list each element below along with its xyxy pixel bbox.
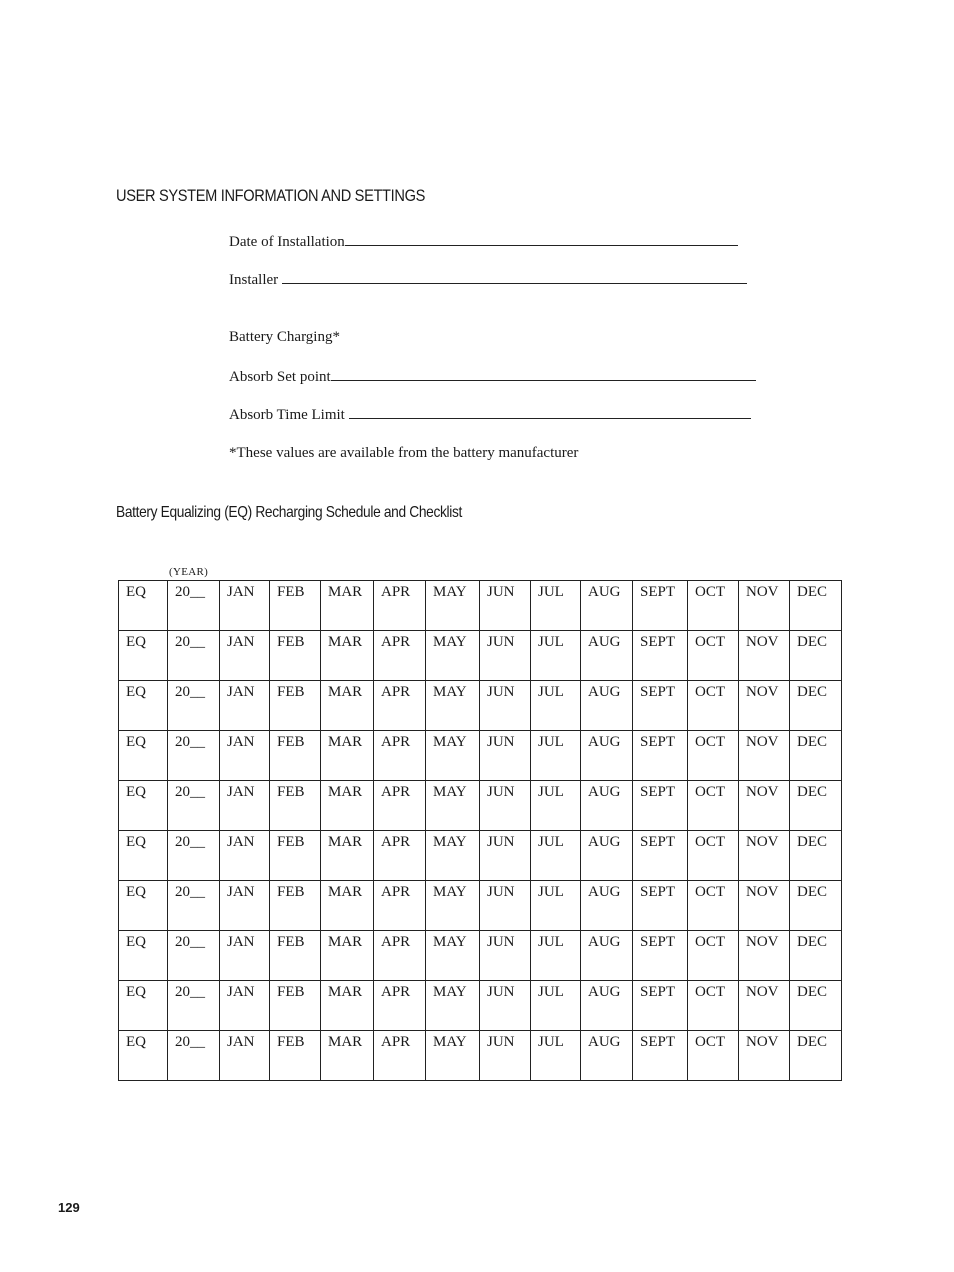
eq-label-cell: EQ (119, 631, 168, 681)
date-of-installation-field (229, 232, 738, 251)
month-cell-dec[interactable]: DEC (790, 981, 842, 1031)
month-cell-mar[interactable]: MAR (321, 631, 374, 681)
month-cell-nov[interactable]: NOV (739, 781, 790, 831)
month-cell-feb[interactable]: FEB (270, 881, 321, 931)
month-cell-feb[interactable]: FEB (270, 981, 321, 1031)
month-cell-aug[interactable]: AUG (581, 581, 633, 631)
month-cell-oct[interactable]: OCT (688, 631, 739, 681)
battery-charging-heading: Battery Charging* (229, 329, 340, 345)
month-cell-dec[interactable]: DEC (790, 881, 842, 931)
table-row (119, 681, 842, 731)
month-cell-mar[interactable]: MAR (321, 881, 374, 931)
month-cell-may[interactable]: MAY (426, 731, 480, 781)
month-cell-may[interactable]: MAY (426, 831, 480, 881)
table-row (119, 731, 842, 781)
month-cell-jul[interactable]: JUL (531, 581, 581, 631)
table-row (119, 1031, 842, 1081)
installer-label: Installer (229, 272, 279, 288)
month-cell-jun[interactable]: JUN (480, 681, 531, 731)
month-cell-sept[interactable]: SEPT (633, 881, 688, 931)
month-cell-oct[interactable]: OCT (688, 881, 739, 931)
month-cell-nov[interactable]: NOV (739, 881, 790, 931)
table-row (119, 781, 842, 831)
month-cell-nov[interactable]: NOV (739, 581, 790, 631)
table-row (119, 581, 842, 631)
month-cell-jun[interactable]: JUN (480, 781, 531, 831)
month-cell-feb[interactable]: FEB (270, 681, 321, 731)
month-cell-sept[interactable]: SEPT (633, 681, 688, 731)
absorb-set-point-field (229, 367, 756, 386)
month-cell-sept[interactable]: SEPT (633, 1031, 688, 1081)
month-cell-sept[interactable]: SEPT (633, 731, 688, 781)
date-of-installation-line[interactable] (345, 232, 738, 246)
table-row (119, 631, 842, 681)
month-cell-jul[interactable]: JUL (531, 1031, 581, 1081)
month-cell-jul[interactable]: JUL (531, 731, 581, 781)
year-label: (YEAR) (169, 566, 209, 578)
month-cell-nov[interactable]: NOV (739, 831, 790, 881)
month-cell-apr[interactable]: APR (374, 681, 426, 731)
month-cell-oct[interactable]: OCT (688, 831, 739, 881)
year-cell[interactable]: 20__ (168, 931, 220, 981)
month-cell-aug[interactable]: AUG (581, 981, 633, 1031)
month-cell-feb[interactable]: FEB (270, 581, 321, 631)
month-cell-aug[interactable]: AUG (581, 781, 633, 831)
schedule-title: Battery Equalizing (EQ) Recharging Schedule and Checklist (116, 504, 462, 521)
table-row (119, 831, 842, 881)
month-cell-jan[interactable]: JAN (220, 981, 270, 1031)
installer-field (229, 270, 747, 289)
month-cell-jul[interactable]: JUL (531, 831, 581, 881)
month-cell-jan[interactable]: JAN (220, 931, 270, 981)
month-cell-dec[interactable]: DEC (790, 931, 842, 981)
month-cell-jan[interactable]: JAN (220, 781, 270, 831)
eq-label-cell: EQ (119, 731, 168, 781)
month-cell-jun[interactable]: JUN (480, 981, 531, 1031)
month-cell-jun[interactable]: JUN (480, 731, 531, 781)
month-cell-apr[interactable]: APR (374, 931, 426, 981)
year-cell[interactable]: 20__ (168, 781, 220, 831)
month-cell-feb[interactable]: FEB (270, 931, 321, 981)
installer-line[interactable] (282, 270, 747, 284)
month-cell-nov[interactable]: NOV (739, 931, 790, 981)
month-cell-dec[interactable]: DEC (790, 631, 842, 681)
eq-label-cell: EQ (119, 831, 168, 881)
month-cell-mar[interactable]: MAR (321, 581, 374, 631)
year-cell[interactable]: 20__ (168, 981, 220, 1031)
month-cell-may[interactable]: MAY (426, 681, 480, 731)
month-cell-may[interactable]: MAY (426, 581, 480, 631)
absorb-set-point-line[interactable] (331, 367, 756, 381)
footnote: *These values are available from the battery manufacturer (229, 445, 579, 461)
month-cell-jun[interactable]: JUN (480, 881, 531, 931)
month-cell-aug[interactable]: AUG (581, 881, 633, 931)
table-row (119, 981, 842, 1031)
month-cell-aug[interactable]: AUG (581, 731, 633, 781)
month-cell-apr[interactable]: APR (374, 581, 426, 631)
eq-label-cell: EQ (119, 881, 168, 931)
month-cell-aug[interactable]: AUG (581, 631, 633, 681)
month-cell-jan[interactable]: JAN (220, 631, 270, 681)
month-cell-mar[interactable]: MAR (321, 931, 374, 981)
month-cell-apr[interactable]: APR (374, 631, 426, 681)
eq-schedule-table (118, 580, 842, 1081)
month-cell-jun[interactable]: JUN (480, 631, 531, 681)
month-cell-jun[interactable]: JUN (480, 1031, 531, 1081)
year-cell[interactable]: 20__ (168, 881, 220, 931)
eq-label-cell: EQ (119, 581, 168, 631)
month-cell-dec[interactable]: DEC (790, 581, 842, 631)
month-cell-apr[interactable]: APR (374, 781, 426, 831)
month-cell-oct[interactable]: OCT (688, 981, 739, 1031)
absorb-time-limit-field (229, 405, 751, 424)
month-cell-may[interactable]: MAY (426, 781, 480, 831)
month-cell-jun[interactable]: JUN (480, 581, 531, 631)
month-cell-sept[interactable]: SEPT (633, 981, 688, 1031)
absorb-set-point-label: Absorb Set point (229, 369, 331, 385)
month-cell-may[interactable]: MAY (426, 1031, 480, 1081)
month-cell-jan[interactable]: JAN (220, 581, 270, 631)
month-cell-feb[interactable]: FEB (270, 1031, 321, 1081)
month-cell-apr[interactable]: APR (374, 731, 426, 781)
month-cell-jul[interactable]: JUL (531, 781, 581, 831)
month-cell-dec[interactable]: DEC (790, 681, 842, 731)
month-cell-aug[interactable]: AUG (581, 831, 633, 881)
month-cell-jan[interactable]: JAN (220, 1031, 270, 1081)
eq-label-cell: EQ (119, 1031, 168, 1081)
month-cell-oct[interactable]: OCT (688, 681, 739, 731)
month-cell-oct[interactable]: OCT (688, 781, 739, 831)
month-cell-dec[interactable]: DEC (790, 731, 842, 781)
year-cell[interactable]: 20__ (168, 581, 220, 631)
month-cell-feb[interactable]: FEB (270, 631, 321, 681)
month-cell-apr[interactable]: APR (374, 831, 426, 881)
page-number: 129 (58, 1200, 80, 1215)
month-cell-nov[interactable]: NOV (739, 981, 790, 1031)
month-cell-mar[interactable]: MAR (321, 731, 374, 781)
month-cell-apr[interactable]: APR (374, 981, 426, 1031)
absorb-time-limit-line[interactable] (349, 405, 751, 419)
year-cell[interactable]: 20__ (168, 631, 220, 681)
absorb-time-limit-label: Absorb Time Limit (229, 407, 345, 423)
month-cell-aug[interactable]: AUG (581, 931, 633, 981)
month-cell-nov[interactable]: NOV (739, 631, 790, 681)
year-cell[interactable]: 20__ (168, 1031, 220, 1081)
month-cell-jul[interactable]: JUL (531, 881, 581, 931)
month-cell-apr[interactable]: APR (374, 1031, 426, 1081)
month-cell-jun[interactable]: JUN (480, 831, 531, 881)
month-cell-dec[interactable]: DEC (790, 1031, 842, 1081)
month-cell-feb[interactable]: FEB (270, 831, 321, 881)
month-cell-jul[interactable]: JUL (531, 631, 581, 681)
month-cell-mar[interactable]: MAR (321, 681, 374, 731)
month-cell-may[interactable]: MAY (426, 631, 480, 681)
month-cell-jan[interactable]: JAN (220, 681, 270, 731)
month-cell-mar[interactable]: MAR (321, 981, 374, 1031)
month-cell-mar[interactable]: MAR (321, 1031, 374, 1081)
month-cell-mar[interactable]: MAR (321, 831, 374, 881)
month-cell-aug[interactable]: AUG (581, 681, 633, 731)
month-cell-may[interactable]: MAY (426, 931, 480, 981)
month-cell-oct[interactable]: OCT (688, 581, 739, 631)
eq-label-cell: EQ (119, 681, 168, 731)
year-cell[interactable]: 20__ (168, 831, 220, 881)
eq-label-cell: EQ (119, 931, 168, 981)
month-cell-may[interactable]: MAY (426, 981, 480, 1031)
month-cell-sept[interactable]: SEPT (633, 931, 688, 981)
eq-label-cell: EQ (119, 781, 168, 831)
date-of-installation-label: Date of Installation (229, 234, 345, 250)
table-row (119, 881, 842, 931)
year-cell[interactable]: 20__ (168, 731, 220, 781)
month-cell-jan[interactable]: JAN (220, 881, 270, 931)
month-cell-sept[interactable]: SEPT (633, 781, 688, 831)
month-cell-oct[interactable]: OCT (688, 1031, 739, 1081)
month-cell-aug[interactable]: AUG (581, 1031, 633, 1081)
month-cell-may[interactable]: MAY (426, 881, 480, 931)
eq-label-cell: EQ (119, 981, 168, 1031)
month-cell-jul[interactable]: JUL (531, 981, 581, 1031)
month-cell-jan[interactable]: JAN (220, 731, 270, 781)
month-cell-sept[interactable]: SEPT (633, 831, 688, 881)
month-cell-jan[interactable]: JAN (220, 831, 270, 881)
year-cell[interactable]: 20__ (168, 681, 220, 731)
month-cell-nov[interactable]: NOV (739, 681, 790, 731)
month-cell-oct[interactable]: OCT (688, 731, 739, 781)
month-cell-oct[interactable]: OCT (688, 931, 739, 981)
section-title: USER SYSTEM INFORMATION AND SETTINGS (116, 186, 426, 205)
month-cell-jul[interactable]: JUL (531, 681, 581, 731)
month-cell-sept[interactable]: SEPT (633, 581, 688, 631)
month-cell-apr[interactable]: APR (374, 881, 426, 931)
month-cell-dec[interactable]: DEC (790, 781, 842, 831)
month-cell-feb[interactable]: FEB (270, 731, 321, 781)
month-cell-feb[interactable]: FEB (270, 781, 321, 831)
month-cell-dec[interactable]: DEC (790, 831, 842, 881)
table-row (119, 931, 842, 981)
month-cell-nov[interactable]: NOV (739, 731, 790, 781)
month-cell-mar[interactable]: MAR (321, 781, 374, 831)
month-cell-jul[interactable]: JUL (531, 931, 581, 981)
month-cell-nov[interactable]: NOV (739, 1031, 790, 1081)
month-cell-sept[interactable]: SEPT (633, 631, 688, 681)
month-cell-jun[interactable]: JUN (480, 931, 531, 981)
